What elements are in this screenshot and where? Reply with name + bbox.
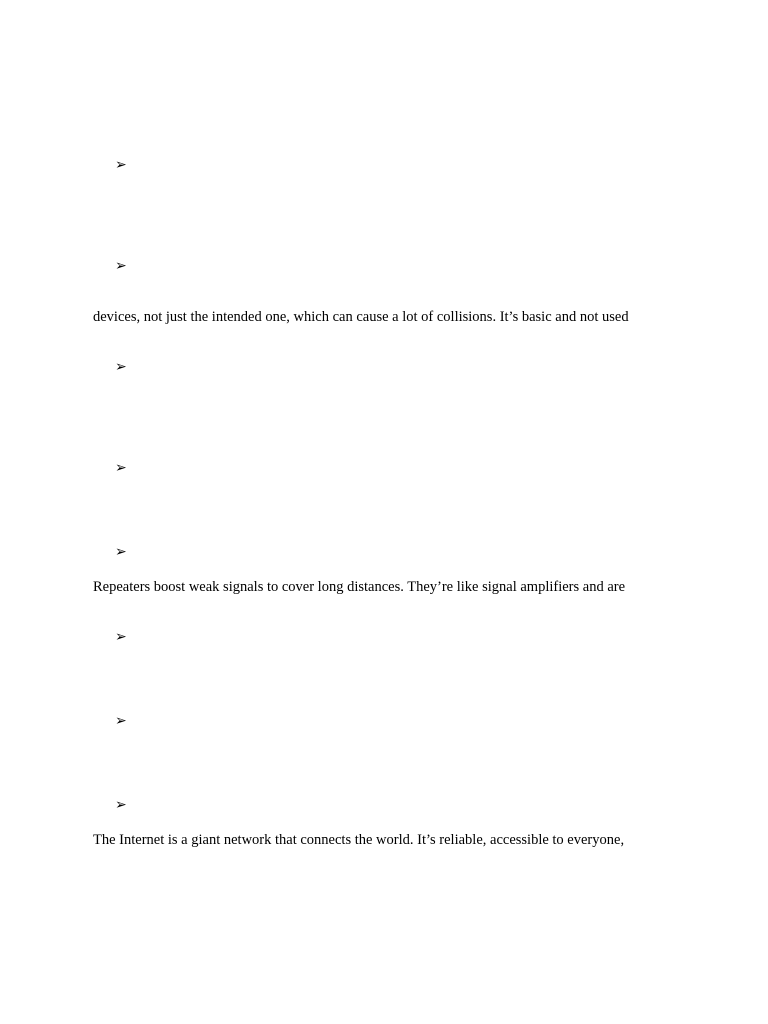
bullet-arrow-icon: ➢ [115,258,127,274]
bullet-arrow-icon: ➢ [115,157,127,173]
paragraph-line: The Internet is a giant network that connects the world. It’s reliable, accessible to everyone, [93,832,625,848]
bullet-arrow-icon: ➢ [115,460,127,476]
bullet-arrow-icon: ➢ [115,359,127,375]
paragraph-line: Repeaters boost weak signals to cover long distances. They’re like signal amplifiers and are [93,579,626,595]
bullet-arrow-icon: ➢ [115,544,127,560]
bullet-arrow-icon: ➢ [115,797,127,813]
bullet-arrow-icon: ➢ [115,629,127,645]
paragraph-line: devices, not just the intended one, which can cause a lot of collisions. It’s basic and not used [93,309,629,325]
bullet-arrow-icon: ➢ [115,713,127,729]
